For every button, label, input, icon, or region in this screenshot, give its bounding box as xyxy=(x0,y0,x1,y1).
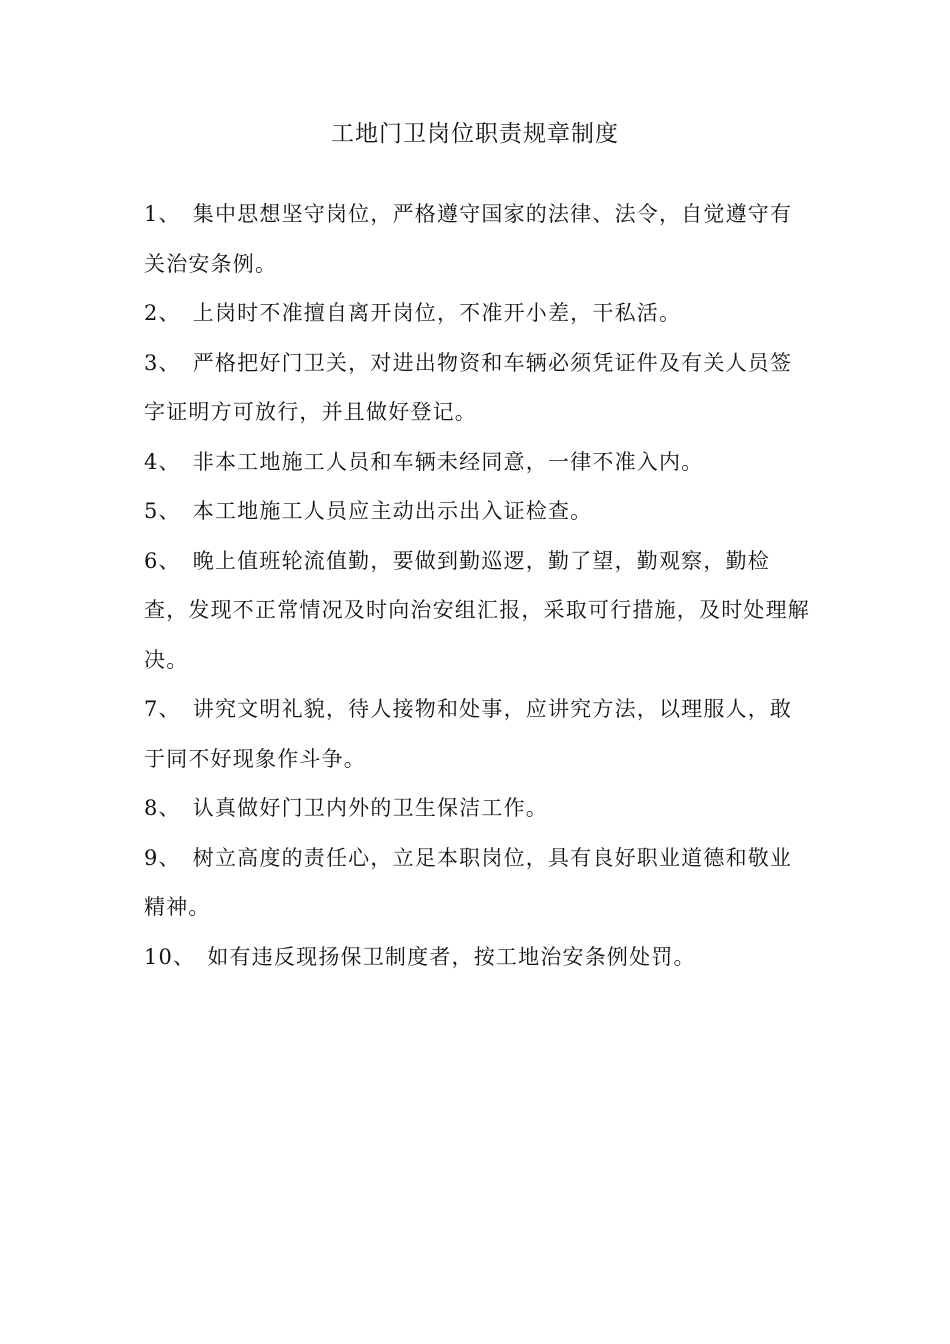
rule-item-6 xyxy=(144,537,810,686)
rule-number: 5、 xyxy=(144,499,181,523)
rule-text: 树立高度的责任心，立足本职岗位，具有良好职业道德和敬业精神。 xyxy=(144,845,793,919)
rule-number: 4、 xyxy=(144,449,181,474)
rule-number: 7、 xyxy=(144,697,181,721)
rule-number: 6、 xyxy=(144,548,181,573)
rule-text: 上岗时不准擅自离开岗位，不准开小差，干私活。 xyxy=(192,301,682,325)
rule-text: 集中思想坚守岗位，严格遵守国家的法律、法令，自觉遵守有关治安条例。 xyxy=(144,202,793,276)
rule-item-5 xyxy=(144,487,810,537)
rule-number: 3、 xyxy=(144,350,181,375)
rules-list xyxy=(144,190,810,982)
rule-item-3 xyxy=(144,339,810,438)
rule-text: 如有违反现扬保卫制度者，按工地治安条例处罚。 xyxy=(207,944,696,969)
rule-number: 10、 xyxy=(144,944,196,969)
rule-item-4 xyxy=(144,438,810,488)
document-title: 工地门卫岗位职责规章制度 xyxy=(331,121,619,147)
rule-text: 讲究文明礼貌，待人接物和处事，应讲究方法，以理服人，敢于同不好现象作斗争。 xyxy=(144,697,793,771)
rule-number: 9、 xyxy=(144,845,181,870)
rule-text: 晚上值班轮流值勤，要做到勤巡逻，勤了望，勤观察，勤检查，发现不正常情况及时向治安组汇报，采取可行措施，及时处理解决。 xyxy=(144,548,810,672)
rule-text: 本工地施工人员应主动出示出入证检查。 xyxy=(192,499,593,523)
rule-item-1 xyxy=(144,190,810,289)
rule-item-9 xyxy=(144,834,810,933)
rule-text: 认真做好门卫内外的卫生保洁工作。 xyxy=(192,796,548,820)
rule-item-8 xyxy=(144,784,810,834)
rule-item-10 xyxy=(144,933,810,983)
rule-item-7 xyxy=(144,685,810,784)
rule-number: 2、 xyxy=(144,301,181,325)
rule-item-2 xyxy=(144,289,810,339)
rule-text: 非本工地施工人员和车辆未经同意，一律不准入内。 xyxy=(192,449,704,474)
rule-number: 1、 xyxy=(144,202,181,226)
rule-number: 8、 xyxy=(144,796,181,820)
rule-text: 严格把好门卫关，对进出物资和车辆必须凭证件及有关人员签字证明方可放行，并且做好登记。 xyxy=(144,350,793,424)
